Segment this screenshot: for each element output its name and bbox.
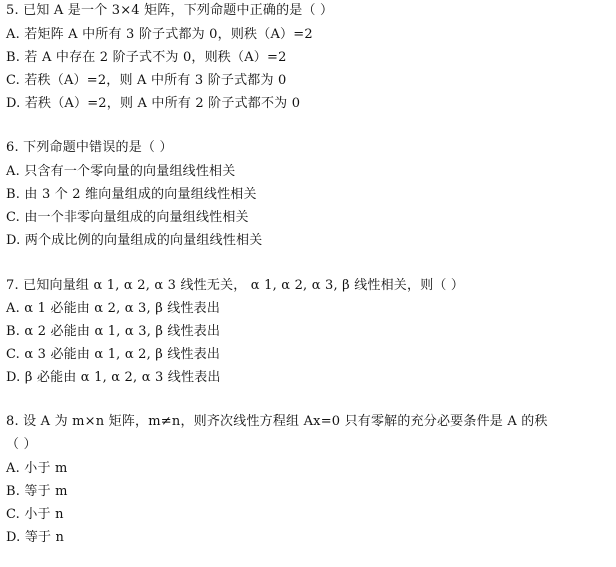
question-8-option-b: B. 等于 m	[6, 484, 68, 499]
question-5-option-a: A. 若矩阵 A 中所有 3 阶子式都为 0，则秩（A）=2	[6, 27, 313, 42]
question-7-option-b: B. α 2 必能由 α 1, α 3, β 线性表出	[6, 324, 221, 339]
question-5-stem: 5. 已知 A 是一个 3×4 矩阵，下列命题中正确的是（ ）	[6, 3, 334, 18]
question-8-option-c: C. 小于 n	[6, 507, 64, 522]
question-6-stem: 6. 下列命题中错误的是（ ）	[6, 140, 173, 155]
question-6-option-d: D. 两个成比例的向量组成的向量组线性相关	[6, 233, 263, 248]
question-7-option-a: A. α 1 必能由 α 2, α 3, β 线性表出	[6, 301, 221, 316]
question-6-option-c: C. 由一个非零向量组成的向量组线性相关	[6, 210, 249, 225]
question-8-stem: 8. 设 A 为 m×n 矩阵，m≠n，则齐次线性方程组 Ax=0 只有零解的充分必要条件是 A 的秩	[6, 414, 548, 429]
question-7-option-d: D. β 必能由 α 1, α 2, α 3 线性表出	[6, 370, 221, 385]
question-5-option-c: C. 若秩（A）=2，则 A 中所有 3 阶子式都为 0	[6, 73, 287, 88]
question-8-option-d: D. 等于 n	[6, 530, 65, 545]
question-8-option-a: A. 小于 m	[6, 461, 68, 476]
question-5-option-d: D. 若秩（A）=2，则 A 中所有 2 阶子式都不为 0	[6, 96, 301, 111]
question-6-option-b: B. 由 3 个 2 维向量组成的向量组线性相关	[6, 187, 257, 202]
question-7-option-c: C. α 3 必能由 α 1, α 2, β 线性表出	[6, 347, 221, 362]
question-6-option-a: A. 只含有一个零向量的向量组线性相关	[6, 164, 236, 179]
question-7-stem: 7. 已知向量组 α 1, α 2, α 3 线性无关， α 1, α 2, α 3, β 线性相关，则（ ）	[6, 278, 465, 293]
question-5-option-b: B. 若 A 中存在 2 阶子式不为 0，则秩（A）=2	[6, 50, 287, 65]
question-8-stem-continuation: （ ）	[6, 437, 37, 452]
